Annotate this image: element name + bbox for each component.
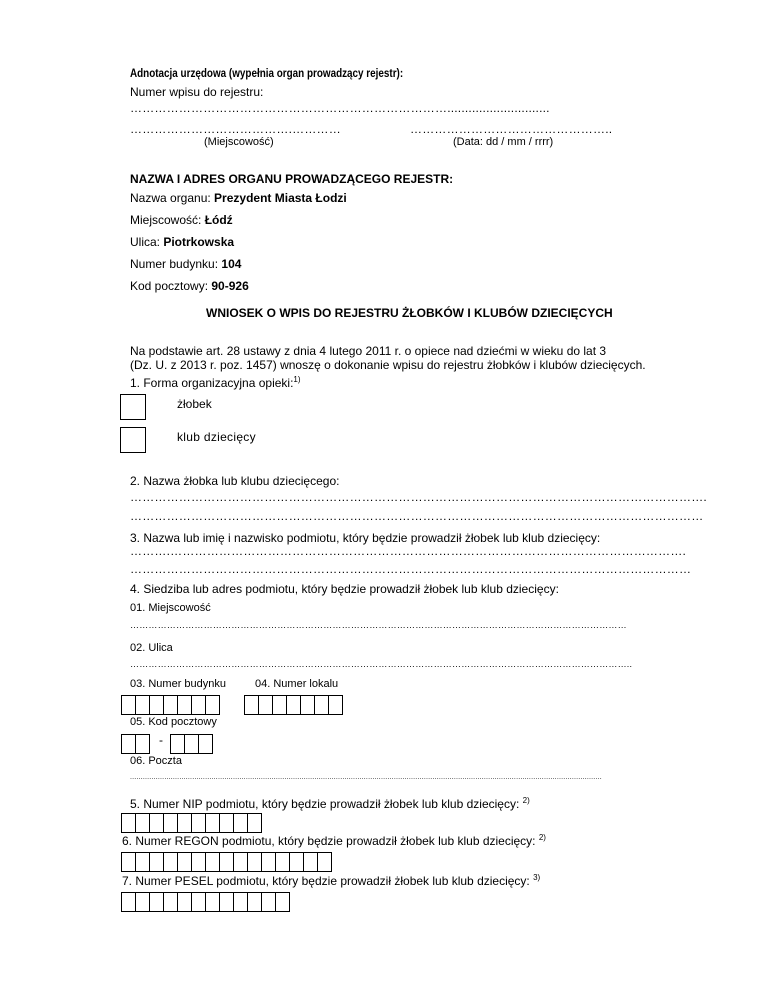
authority-heading: NAZWA I ADRES ORGANU PROWADZĄCEGO REJESTR: (130, 172, 454, 186)
digit-cell[interactable] (198, 734, 213, 754)
digit-cell[interactable] (149, 852, 164, 872)
authority-city-row: Miejscowość: Łódź (130, 213, 233, 227)
footnote-3-marker: 3) (533, 873, 541, 882)
street-label: 02. Ulica (130, 642, 173, 654)
digit-cell[interactable] (177, 695, 192, 715)
section3-label: 3. Nazwa lub imię i nazwisko podmiotu, który będzie prowadził żłobek lub klub dziecięcy: (130, 531, 601, 545)
footnote-2b-marker: 2) (538, 833, 546, 842)
digit-cell[interactable] (275, 892, 290, 912)
authority-name-value: Prezydent Miasta Łodzi (214, 191, 347, 205)
building-number-label: 03. Numer budynku (130, 678, 226, 690)
digit-cell[interactable] (135, 892, 150, 912)
place-caption: (Miejscowość) (204, 136, 274, 148)
digit-cell[interactable] (233, 813, 248, 833)
postal-code-label: 05. Kod pocztowy (130, 716, 217, 728)
digit-cell[interactable] (163, 695, 178, 715)
unit-number-grid[interactable] (244, 695, 342, 715)
name-line-2[interactable]: …………………………………………………………………………………………………………………………… (130, 509, 704, 523)
digit-cell[interactable] (135, 695, 150, 715)
intro-line-2: (Dz. U. z 2013 r. poz. 1457) wnoszę o dokonanie wpisu do rejestru żłobków i klubów dziecięcych. (130, 358, 646, 372)
digit-cell[interactable] (135, 813, 150, 833)
entry-number-label: Numer wpisu do rejestru: (130, 85, 264, 99)
digit-cell[interactable] (121, 695, 136, 715)
document-title: WNIOSEK O WPIS DO REJESTRU ŻŁOBKÓW I KLUBÓW DZIECIĘCYCH (206, 306, 613, 320)
authority-postal-value: 90-926 (211, 279, 249, 293)
digit-cell[interactable] (121, 852, 136, 872)
footnote-2-marker: 2) (522, 796, 530, 805)
postal-code-second-grid[interactable] (170, 734, 212, 754)
digit-cell[interactable] (328, 695, 343, 715)
digit-cell[interactable] (289, 852, 304, 872)
digit-cell[interactable] (233, 892, 248, 912)
date-field[interactable]: ………………………………………….. (410, 122, 613, 136)
digit-cell[interactable] (205, 813, 220, 833)
digit-cell[interactable] (170, 734, 185, 754)
regon-grid[interactable] (121, 852, 331, 872)
footnote-1-marker: 1) (293, 375, 301, 384)
digit-cell[interactable] (121, 892, 136, 912)
digit-cell[interactable] (135, 852, 150, 872)
digit-cell[interactable] (191, 813, 206, 833)
annotation-heading: Adnotacja urzędowa (wypełnia organ prowadzący rejestr): (130, 68, 404, 80)
digit-cell[interactable] (303, 852, 318, 872)
digit-cell[interactable] (191, 892, 206, 912)
digit-cell[interactable] (135, 734, 150, 754)
digit-cell[interactable] (163, 852, 178, 872)
entity-line-1[interactable]: ……….………………………………………………………………………………………………………………. (130, 544, 687, 558)
regon-label: 6. Numer REGON podmiotu, który będzie prowadził żłobek lub klub dziecięcy: $^{2)}$ (122, 833, 546, 848)
digit-cell[interactable] (219, 892, 234, 912)
pesel-label: 7. Numer PESEL podmiotu, który będzie prowadził żłobek lub klub dziecięcy: $^{3)}$ (122, 873, 541, 888)
digit-cell[interactable] (247, 852, 262, 872)
checkbox-klub-dzieciecy[interactable] (120, 427, 146, 453)
post-office-field[interactable]: ............................................................................................................................................................................................................................ (130, 774, 602, 781)
digit-cell[interactable] (247, 813, 262, 833)
entity-line-2[interactable]: ………………………………………………………………………………………………………………………… (130, 562, 692, 576)
digit-cell[interactable] (275, 852, 290, 872)
digit-cell[interactable] (286, 695, 301, 715)
option-klub-label: klub dziecięcy (177, 430, 256, 444)
city-label: 01. Miejscowość (130, 602, 211, 614)
digit-cell[interactable] (314, 695, 329, 715)
digit-cell[interactable] (272, 695, 287, 715)
checkbox-zlobek[interactable] (120, 394, 146, 420)
digit-cell[interactable] (163, 892, 178, 912)
section2-label: 2. Nazwa żłobka lub klubu dziecięcego: (130, 474, 340, 488)
digit-cell[interactable] (261, 892, 276, 912)
digit-cell[interactable] (205, 695, 220, 715)
digit-cell[interactable] (149, 892, 164, 912)
authority-postal-row: Kod pocztowy: 90-926 (130, 279, 249, 293)
authority-building-value: 104 (221, 257, 242, 271)
unit-number-label: 04. Numer lokalu (255, 678, 339, 690)
digit-cell[interactable] (261, 852, 276, 872)
postal-code-first-grid[interactable] (121, 734, 149, 754)
digit-cell[interactable] (149, 813, 164, 833)
street-field[interactable]: ……………………………………………………………………………………………………………………………………………….. (130, 659, 633, 669)
intro-line-1: Na podstawie art. 28 ustawy z dnia 4 lutego 2011 r. o opiece nad dziećmi w wieku do lat 3 (130, 344, 607, 358)
place-field[interactable]: ………………………………….………… (130, 122, 341, 136)
digit-cell[interactable] (219, 852, 234, 872)
digit-cell[interactable] (258, 695, 273, 715)
section4-label: 4. Siedziba lub adres podmiotu, który będzie prowadził żłobek lub klub dziecięcy: (130, 582, 559, 596)
digit-cell[interactable] (177, 852, 192, 872)
option-zlobek-label: żłobek (177, 397, 212, 411)
post-office-label: 06. Poczta (130, 755, 182, 767)
authority-city-value: Łódź (204, 213, 233, 227)
digit-cell[interactable] (177, 892, 192, 912)
authority-building-row: Numer budynku: 104 (130, 257, 242, 271)
digit-cell[interactable] (205, 852, 220, 872)
authority-street-value: Piotrkowska (163, 235, 235, 249)
authority-name-row: Nazwa organu: Prezydent Miasta Łodzi (130, 191, 347, 205)
date-caption: (Data: dd / mm / rrrr) (453, 136, 554, 148)
city-field[interactable]: ……………………………………………………………………………………………………………………………………………… (130, 620, 627, 630)
nip-label: 5. Numer NIP podmiotu, który będzie prowadził żłobek lub klub dziecięcy: $^{2)}$ (130, 796, 530, 811)
digit-cell[interactable] (317, 852, 332, 872)
digit-cell[interactable] (184, 734, 199, 754)
digit-cell[interactable] (149, 695, 164, 715)
digit-cell[interactable] (163, 813, 178, 833)
nip-grid[interactable] (121, 813, 261, 833)
building-number-grid[interactable] (121, 695, 219, 715)
section1-label: 1. Forma organizacyjna opieki:$^{1)}$ (130, 375, 301, 390)
digit-cell[interactable] (219, 813, 234, 833)
digit-cell[interactable] (247, 892, 262, 912)
digit-cell[interactable] (191, 852, 206, 872)
digit-cell[interactable] (121, 813, 136, 833)
digit-cell[interactable] (300, 695, 315, 715)
digit-cell[interactable] (191, 695, 206, 715)
digit-cell[interactable] (205, 892, 220, 912)
digit-cell[interactable] (233, 852, 248, 872)
digit-cell[interactable] (244, 695, 259, 715)
authority-street-row: Ulica: Piotrkowska (130, 235, 235, 249)
postal-code-dash: - (159, 733, 163, 747)
pesel-grid[interactable] (121, 892, 289, 912)
name-line-1[interactable]: ……………………………………………………………………………………………………………………………. (130, 490, 707, 504)
entry-number-field[interactable]: ……………………………………………………………………............................. (130, 101, 550, 115)
digit-cell[interactable] (177, 813, 192, 833)
digit-cell[interactable] (121, 734, 136, 754)
